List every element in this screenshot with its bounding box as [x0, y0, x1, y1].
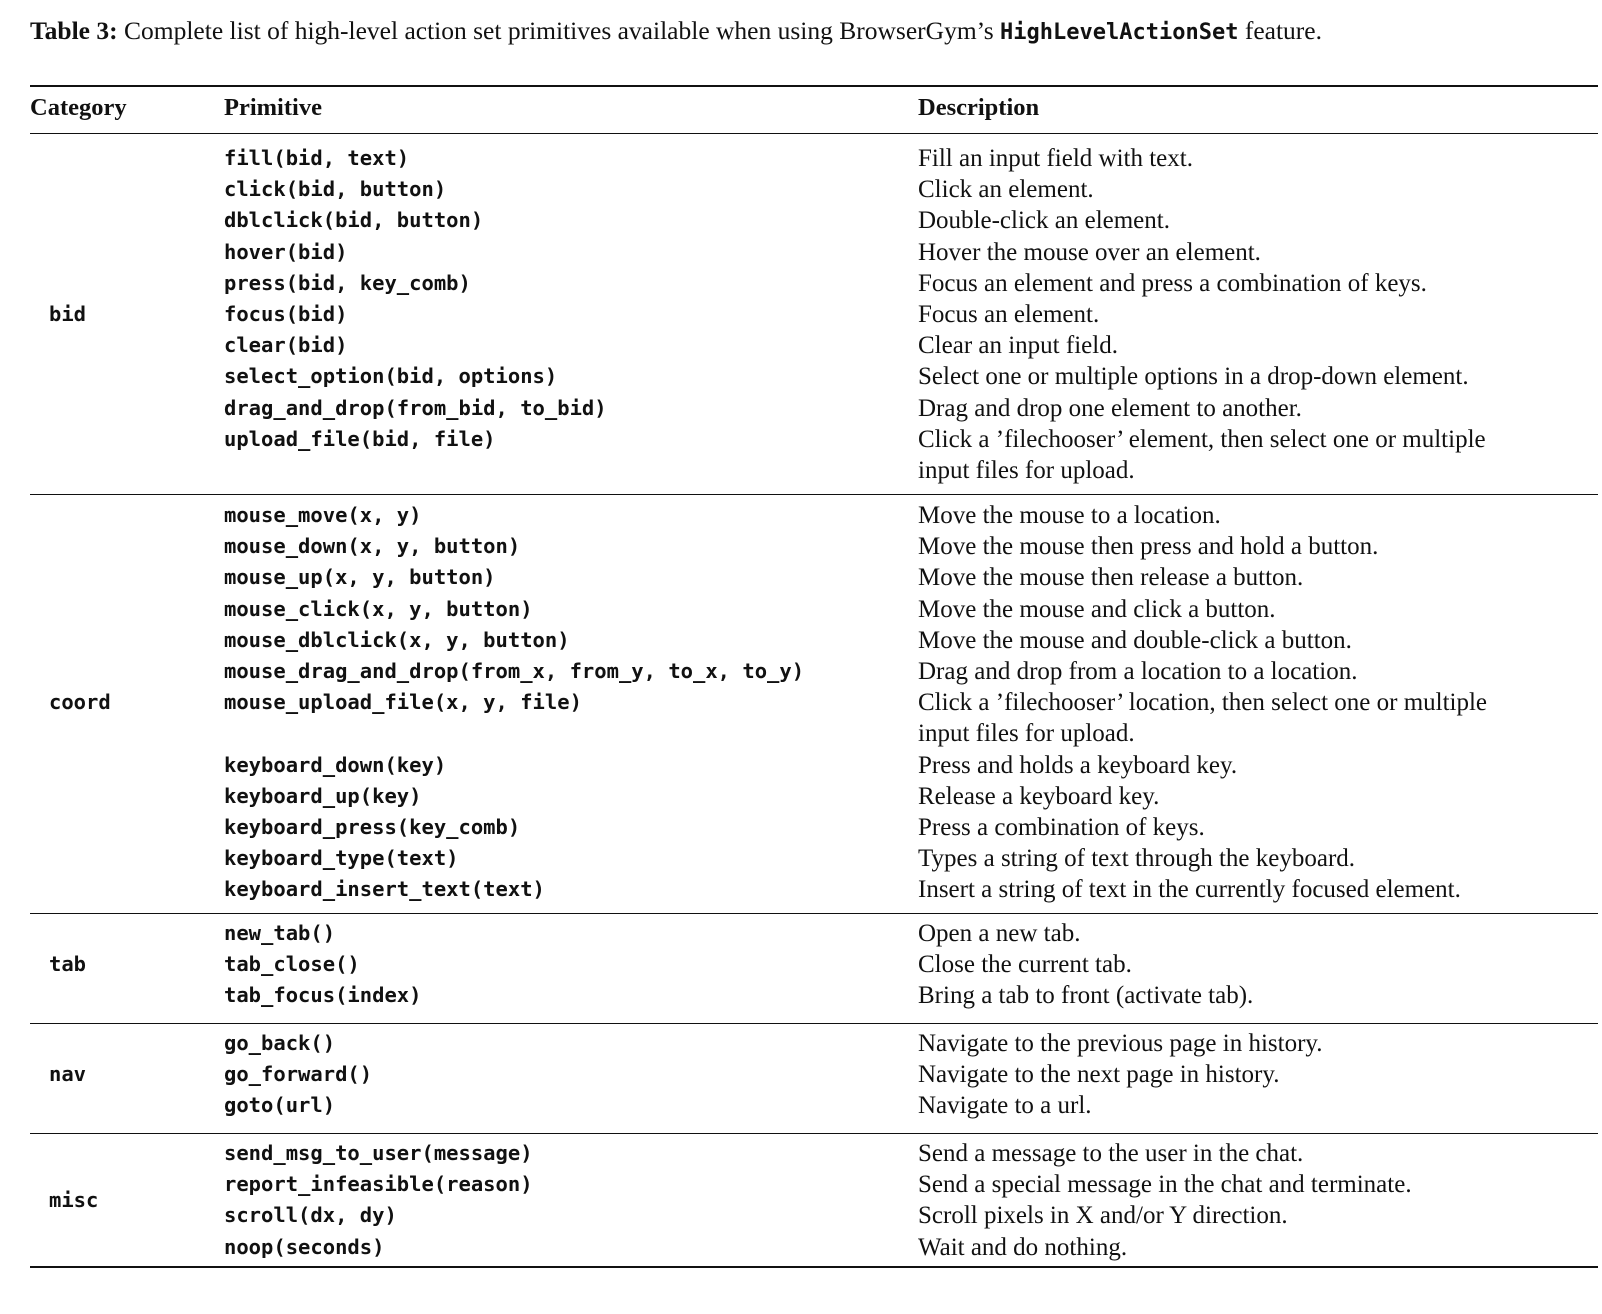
group-separator: [30, 1023, 1598, 1024]
header-primitive: Primitive: [224, 94, 322, 121]
primitive-cell: mouse_dblclick(x, y, button): [224, 627, 570, 652]
caption-code: HighLevelActionSet: [1000, 20, 1239, 45]
primitive-cell: select_option(bid, options): [224, 364, 558, 389]
caption-label: Table 3:: [30, 16, 118, 45]
description-cell: Move the mouse then release a button.: [918, 564, 1304, 592]
description-cell: Move the mouse to a location.: [918, 502, 1221, 529]
category-cell: misc: [49, 1187, 99, 1212]
description-cell: Press a combination of keys.: [918, 814, 1205, 841]
category-cell: coord: [49, 690, 111, 715]
primitive-cell: click(bid, button): [224, 177, 447, 202]
description-cell: Navigate to a url.: [918, 1092, 1092, 1120]
description-cell: Navigate to the previous page in history.: [918, 1030, 1323, 1057]
group-separator: [30, 494, 1598, 495]
description-cell: Hover the mouse over an element.: [918, 238, 1261, 266]
description-cell: Navigate to the next page in history.: [918, 1061, 1280, 1089]
description-cell: Release a keyboard key.: [918, 782, 1160, 810]
description-cell: Click a ’filechooser’ element, then select one or multiple: [918, 425, 1486, 453]
caption-text-end: feature.: [1244, 16, 1322, 45]
primitive-cell: mouse_up(x, y, button): [224, 565, 496, 590]
description-cell: Fill an input field with text.: [918, 145, 1193, 172]
primitive-cell: report_infeasible(reason): [224, 1172, 533, 1197]
category-cell: nav: [49, 1062, 87, 1087]
primitive-cell: keyboard_insert_text(text): [224, 877, 545, 902]
primitive-cell: keyboard_type(text): [224, 846, 459, 871]
primitive-cell: new_tab(): [224, 921, 336, 945]
primitive-cell: send_msg_to_user(message): [224, 1141, 533, 1165]
description-cell: Insert a string of text in the currently focused element.: [918, 876, 1461, 904]
description-cell: input files for upload.: [918, 457, 1135, 484]
header-rule: [30, 133, 1598, 134]
description-cell: Press and holds a keyboard key.: [918, 751, 1238, 779]
description-cell: Click an element.: [918, 176, 1094, 204]
primitive-cell: go_back(): [224, 1031, 336, 1055]
header-category: Category: [30, 94, 127, 121]
primitive-cell: mouse_upload_file(x, y, file): [224, 690, 582, 715]
primitive-cell: goto(url): [224, 1093, 336, 1118]
primitive-cell: dblclick(bid, button): [224, 208, 484, 233]
primitive-cell: scroll(dx, dy): [224, 1203, 397, 1228]
primitive-cell: focus(bid): [224, 302, 348, 326]
primitive-cell: keyboard_press(key_comb): [224, 815, 521, 839]
description-cell: Select one or multiple options in a drop-down element.: [918, 363, 1469, 391]
description-cell: Types a string of text through the keyboard.: [918, 845, 1356, 873]
description-cell: Wait and do nothing.: [918, 1233, 1128, 1261]
description-cell: Move the mouse and click a button.: [918, 595, 1276, 623]
primitive-cell: keyboard_up(key): [224, 783, 422, 808]
primitive-cell: mouse_drag_and_drop(from_x, from_y, to_x, to_y): [224, 659, 805, 683]
category-cell: tab: [49, 952, 87, 977]
description-cell: Open a new tab.: [918, 920, 1081, 947]
bottom-rule: [30, 1266, 1598, 1268]
description-cell: Focus an element.: [918, 301, 1100, 328]
description-cell: Drag and drop from a location to a location.: [918, 658, 1358, 685]
primitive-cell: tab_close(): [224, 952, 360, 977]
header-description: Description: [918, 94, 1040, 121]
primitive-cell: drag_and_drop(from_bid, to_bid): [224, 395, 607, 420]
top-rule: [30, 85, 1598, 87]
description-cell: Scroll pixels in X and/or Y direction.: [918, 1202, 1288, 1230]
primitive-cell: mouse_click(x, y, button): [224, 596, 533, 621]
primitive-cell: noop(seconds): [224, 1234, 385, 1259]
primitive-cell: mouse_move(x, y): [224, 503, 422, 527]
description-cell: Drag and drop one element to another.: [918, 394, 1302, 422]
caption-text: Complete list of high-level action set primitives available when using BrowserGym’s: [124, 16, 994, 45]
group-separator: [30, 913, 1598, 914]
description-cell: Click a ’filechooser’ location, then select one or multiple: [918, 689, 1488, 717]
primitive-cell: keyboard_down(key): [224, 752, 447, 777]
primitive-cell: go_forward(): [224, 1062, 373, 1087]
description-cell: Send a special message in the chat and terminate.: [918, 1171, 1412, 1199]
primitive-cell: tab_focus(index): [224, 983, 422, 1008]
primitive-cell: press(bid, key_comb): [224, 270, 471, 295]
table-caption: [30, 14, 1590, 50]
primitive-cell: hover(bid): [224, 239, 348, 264]
description-cell: Move the mouse and double-click a button.: [918, 626, 1352, 654]
primitive-cell: clear(bid): [224, 333, 348, 358]
description-cell: Double-click an element.: [918, 207, 1170, 235]
description-cell: Move the mouse then press and hold a button.: [918, 533, 1379, 561]
description-cell: Bring a tab to front (activate tab).: [918, 982, 1254, 1010]
description-cell: Close the current tab.: [918, 951, 1132, 979]
primitive-cell: fill(bid, text): [224, 146, 410, 170]
description-cell: Focus an element and press a combination of keys.: [918, 269, 1427, 297]
category-cell: bid: [49, 302, 87, 326]
description-cell: input files for upload.: [918, 720, 1135, 748]
description-cell: Clear an input field.: [918, 332, 1118, 360]
description-cell: Send a message to the user in the chat.: [918, 1140, 1304, 1167]
primitive-cell: upload_file(bid, file): [224, 426, 496, 451]
primitive-cell: mouse_down(x, y, button): [224, 534, 521, 559]
group-separator: [30, 1133, 1598, 1134]
